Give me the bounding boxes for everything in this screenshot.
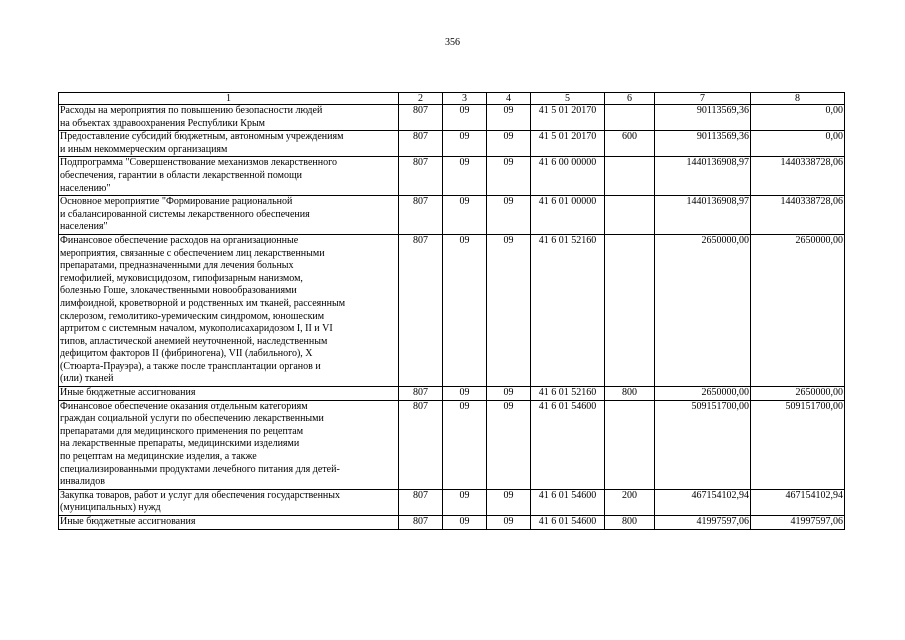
amount-year1-cell: 2650000,00	[655, 234, 751, 386]
target-article-cell: 41 5 01 20170	[531, 105, 605, 131]
target-article-cell: 41 6 01 52160	[531, 234, 605, 386]
target-article-cell: 41 6 01 54600	[531, 489, 605, 515]
item-name-line: гемофилией, муковисцидозом, гипофизарным нанизмом,	[60, 272, 303, 284]
amount-year2-cell: 0,00	[751, 105, 845, 131]
column-header-1: 1	[59, 93, 399, 105]
item-name-cell	[59, 234, 399, 386]
item-name-line: Основное мероприятие "Формирование рациональной	[60, 196, 293, 208]
subsection-code-cell: 09	[487, 516, 531, 530]
item-name-line: Иные бюджетные ассигнования	[60, 387, 196, 399]
item-name-line: обеспечения, гарантии в области лекарственной помощи	[60, 169, 303, 181]
header-row	[59, 93, 845, 105]
table-row	[59, 157, 845, 196]
table-row	[59, 489, 845, 515]
item-name-line: Расходы на мероприятия по повышению безопасности людей	[60, 105, 323, 116]
column-header-5: 5	[531, 93, 605, 105]
item-name-line: артритом с системным началом, мукополисахаридозом I, II и VI	[60, 323, 333, 335]
section-code-cell: 09	[443, 131, 487, 157]
item-name-line: типов, апластической анемией неуточненной, наследственным	[60, 335, 328, 347]
amount-year2-cell: 2650000,00	[751, 234, 845, 386]
expense-type-cell	[605, 400, 655, 489]
table-row	[59, 105, 845, 131]
item-name-line: Иные бюджетные ассигнования	[60, 516, 196, 527]
section-code-cell: 09	[443, 387, 487, 401]
item-name-cell	[59, 516, 399, 530]
target-article-cell: 41 6 01 00000	[531, 196, 605, 235]
column-header-4: 4	[487, 93, 531, 105]
item-name-line: и иным некоммерческим организациям	[60, 143, 228, 155]
section-code-cell: 09	[443, 489, 487, 515]
expense-type-cell	[605, 196, 655, 235]
subsection-code-cell: 09	[487, 489, 531, 515]
amount-year1-cell: 90113569,36	[655, 131, 751, 157]
section-code-cell: 09	[443, 234, 487, 386]
amount-year1-cell: 1440136908,97	[655, 196, 751, 235]
amount-year2-cell: 1440338728,06	[751, 196, 845, 235]
item-name-line: болезнью Гоше, злокачественными новообразованиями	[60, 285, 297, 297]
amount-year2-cell: 0,00	[751, 131, 845, 157]
column-header-2: 2	[399, 93, 443, 105]
ministry-code-cell: 807	[399, 400, 443, 489]
expense-type-cell: 800	[605, 516, 655, 530]
item-name-line: склерозом, гемолитико-уремическим синдромом, юношеским	[60, 310, 325, 322]
item-name-cell	[59, 489, 399, 515]
subsection-code-cell: 09	[487, 234, 531, 386]
column-header-3: 3	[443, 93, 487, 105]
item-name-line: на лекарственные препараты, медицинскими изделиями	[60, 438, 300, 450]
column-header-8: 8	[751, 93, 845, 105]
item-name-line: дефицитом факторов II (фибриногена), VII (лабильного), X	[60, 348, 313, 360]
item-name-line: Предоставление субсидий бюджетным, автономным учреждениям	[60, 131, 344, 143]
section-code-cell: 09	[443, 196, 487, 235]
subsection-code-cell: 09	[487, 196, 531, 235]
amount-year1-cell: 509151700,00	[655, 400, 751, 489]
ministry-code-cell: 807	[399, 234, 443, 386]
ministry-code-cell: 807	[399, 489, 443, 515]
item-name-cell	[59, 105, 399, 131]
item-name-line: на объектах здравоохранения Республики Крым	[60, 117, 266, 129]
table-body	[59, 105, 845, 530]
expense-type-cell	[605, 105, 655, 131]
item-name-line: Финансовое обеспечение расходов на организационные	[60, 234, 299, 246]
item-name-line: населению"	[60, 182, 111, 194]
section-code-cell: 09	[443, 105, 487, 131]
amount-year1-cell: 90113569,36	[655, 105, 751, 131]
item-name-cell	[59, 131, 399, 157]
expense-type-cell: 200	[605, 489, 655, 515]
amount-year1-cell: 467154102,94	[655, 489, 751, 515]
amount-year1-cell: 1440136908,97	[655, 157, 751, 196]
expense-type-cell	[605, 157, 655, 196]
item-name-line: мероприятия, связанные с обеспечением лиц лекарственными	[60, 247, 325, 259]
item-name-line: по рецептам на медицинские изделия, а также	[60, 451, 257, 463]
subsection-code-cell: 09	[487, 400, 531, 489]
expense-type-cell	[605, 234, 655, 386]
ministry-code-cell: 807	[399, 157, 443, 196]
ministry-code-cell: 807	[399, 131, 443, 157]
target-article-cell: 41 5 01 20170	[531, 131, 605, 157]
target-article-cell: 41 6 00 00000	[531, 157, 605, 196]
item-name-line: Финансовое обеспечение оказания отдельным категориям	[60, 400, 308, 412]
amount-year1-cell: 41997597,06	[655, 516, 751, 530]
table-row	[59, 516, 845, 530]
item-name-line: препаратами для медицинского применения по рецептам	[60, 425, 304, 437]
item-name-cell	[59, 196, 399, 235]
item-name-line: лимфоидной, кроветворной и родственных им тканей, рассеянным	[60, 297, 346, 309]
target-article-cell: 41 6 01 54600	[531, 516, 605, 530]
table-row	[59, 387, 845, 401]
item-name-line: Закупка товаров, работ и услуг для обеспечения государственных	[60, 489, 341, 501]
amount-year2-cell: 2650000,00	[751, 387, 845, 401]
table-row	[59, 196, 845, 235]
item-name-line: специализированными продуктами лечебного питания для детей-	[60, 463, 340, 475]
subsection-code-cell: 09	[487, 387, 531, 401]
item-name-line: (муниципальных) нужд	[60, 502, 161, 514]
amount-year1-cell: 2650000,00	[655, 387, 751, 401]
ministry-code-cell: 807	[399, 387, 443, 401]
item-name-line: (Стюарта-Прауэра), а также после трансплантации органов и	[60, 360, 321, 372]
item-name-line: препаратами, предназначенными для лечения больных	[60, 260, 294, 272]
section-code-cell: 09	[443, 516, 487, 530]
column-header-6: 6	[605, 93, 655, 105]
ministry-code-cell: 807	[399, 196, 443, 235]
amount-year2-cell: 41997597,06	[751, 516, 845, 530]
subsection-code-cell: 09	[487, 157, 531, 196]
table-row	[59, 400, 845, 489]
amount-year2-cell: 1440338728,06	[751, 157, 845, 196]
item-name-cell	[59, 157, 399, 196]
item-name-line: населения"	[60, 221, 108, 233]
item-name-cell	[59, 387, 399, 401]
table-row	[59, 131, 845, 157]
item-name-line: инвалидов	[60, 476, 105, 488]
item-name-cell	[59, 400, 399, 489]
page-number: 356	[445, 37, 460, 48]
ministry-code-cell: 807	[399, 516, 443, 530]
ministry-code-cell: 807	[399, 105, 443, 131]
item-name-line: (или) тканей	[60, 373, 114, 385]
section-code-cell: 09	[443, 157, 487, 196]
expense-type-cell: 800	[605, 387, 655, 401]
target-article-cell: 41 6 01 52160	[531, 387, 605, 401]
item-name-line: Подпрограмма "Совершенствование механизмов лекарственного	[60, 157, 337, 169]
table-row	[59, 234, 845, 386]
expense-type-cell: 600	[605, 131, 655, 157]
amount-year2-cell: 509151700,00	[751, 400, 845, 489]
target-article-cell: 41 6 01 54600	[531, 400, 605, 489]
section-code-cell: 09	[443, 400, 487, 489]
subsection-code-cell: 09	[487, 131, 531, 157]
item-name-line: и сбалансированной системы лекарственного обеспечения	[60, 208, 310, 220]
item-name-line: граждан социальной услуги по обеспечению лекарственными	[60, 413, 324, 425]
subsection-code-cell: 09	[487, 105, 531, 131]
budget-table	[58, 92, 845, 530]
column-header-7: 7	[655, 93, 751, 105]
amount-year2-cell: 467154102,94	[751, 489, 845, 515]
